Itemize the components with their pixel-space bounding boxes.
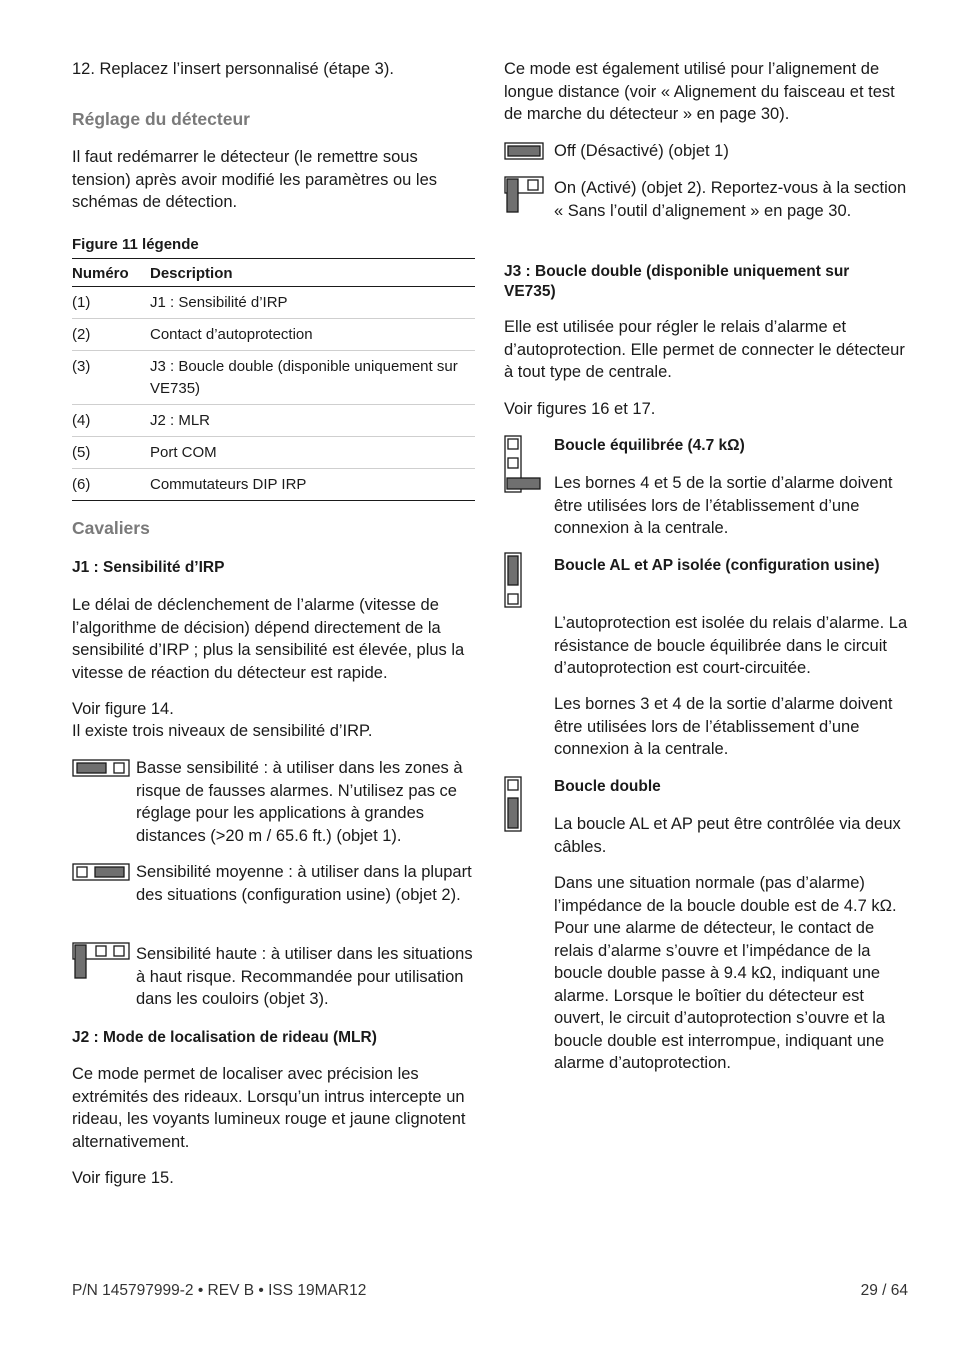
off-desactive: Off (Désactivé) (objet 1) [554,142,729,160]
row-description: Port COM [150,437,475,469]
jumper-isolated-loop-icon [504,552,522,608]
jumper-off-icon [504,142,544,160]
j1-heading: J1 : Sensibilité d’IRP [72,559,225,576]
footer-part-number: P/N 145797999-2 • REV B • ISS 19MAR12 [72,1282,367,1299]
reglage-text: Il faut redémarrer le détecteur (le remettre sous tension) après avoir modifié les paramètres ou les schémas de détection. [72,148,438,211]
table-row [72,437,475,469]
boucle-isolee-text-1: L’autoprotection est isolée du relais d’alarme. La résistance de boucle équilibrée dans le circuit d’autoprotection est court-circuitée. [554,614,908,677]
row-number: (2) [72,319,150,351]
on-active: On (Activé) (objet 2). Reportez-vous à la section « Sans l’outil d’alignement » en page 30. [554,179,907,220]
legend-table [72,258,475,501]
boucle-equilibree-heading: Boucle équilibrée (4.7 kΩ) [554,437,745,454]
row-number: (1) [72,287,150,319]
table-row [72,405,475,437]
voir-figures-16-17: Voir figures 16 et 17. [504,400,656,418]
basse-sensibilite: Basse sensibilité : à utiliser dans les zones à risque de fausses alarmes. N’utilisez pas ce réglage pour les applications à grandes distances (>20 m / 65.6 ft.) (objet 1). [136,759,463,845]
row-number: (5) [72,437,150,469]
row-description: J3 : Boucle double (disponible uniquement sur VE735) [150,351,475,405]
row-number: (4) [72,405,150,437]
row-description: J1 : Sensibilité d’IRP [150,287,475,319]
table-row [72,469,475,501]
step-12: 12. Replacez l’insert personnalisé (étape 3). [72,60,394,78]
j3-text: Elle est utilisée pour régler le relais d’alarme et d’autoprotection. Elle permet de connecter le détecteur à tout type de centrale. [504,318,905,381]
jumper-on-icon [504,176,544,214]
row-description: J2 : MLR [150,405,475,437]
boucle-double-heading: Boucle double [554,778,661,795]
boucle-equilibree-text: Les bornes 4 et 5 de la sortie d’alarme doivent être utilisées lors de l’établissement d’une connexion à la centrale. [554,474,893,537]
sensibilite-moyenne: Sensibilité moyenne : à utiliser dans la plupart des situations (configuration usine) (objet 2). [136,863,472,904]
table-row [72,351,475,405]
j2-heading: J2 : Mode de localisation de rideau (MLR) [72,1029,377,1046]
reglage-heading: Réglage du détecteur [72,109,250,129]
voir-figure-14: Voir figure 14. [72,700,174,718]
voir-figure-15: Voir figure 15. [72,1169,174,1187]
table-row [72,287,475,319]
j2-text: Ce mode permet de localiser avec précision les extrémités des rideaux. Lorsqu’un intrus intercepte un rideau, les voyants lumineux rouge et jaune clignotent alternativement. [72,1065,466,1151]
table-header-row [72,259,475,287]
jumper-medium-sensitivity-icon [72,863,130,881]
footer-page-number: 29 / 64 [860,1282,908,1299]
jumper-balanced-loop-icon [504,435,542,493]
table-row [72,319,475,351]
boucle-double-text-2: Dans une situation normale (pas d’alarme) l’impédance de la boucle double est de 4.7 kΩ. Pour une alarme de détecteur, le contact de relais d’alarme s’ouvre et l’impédance de la boucle double passe à 9.4 kΩ, indiquant une alarme. Lorsque le boîtier du détecteur est ouvert, le circuit d’autoprotection s’ouvre et la boucle double est interrompue, indiquant une alarme d’autoprotection. [554,874,897,1072]
sensibilite-haute: Sensibilité haute : à utiliser dans les situations à haut risque. Recommandée pour utilisation dans les couloirs (objet 3). [136,945,473,1008]
figure-caption: Figure 11 légende [72,236,199,253]
jumper-double-loop-icon [504,776,522,832]
trois-niveaux: Il existe trois niveaux de sensibilité d’IRP. [72,722,373,740]
row-number: (3) [72,351,150,405]
row-description: Commutateurs DIP IRP [150,469,475,501]
boucle-double-text-1: La boucle AL et AP peut être contrôlée via deux câbles. [554,815,901,856]
j3-heading: J3 : Boucle double (disponible uniquement sur VE735) [504,263,850,300]
alignement-text: Ce mode est également utilisé pour l’alignement de longue distance (voir « Alignement du faisceau et test de marche du détecteur » en page 30). [504,60,895,123]
jumper-low-sensitivity-icon [72,759,130,777]
row-description: Contact d’autoprotection [150,319,475,351]
boucle-isolee-text-2: Les bornes 3 et 4 de la sortie d’alarme doivent être utilisées lors de l’établissement d’une connexion à la centrale. [554,695,893,758]
column-header-description: Description [150,259,475,287]
column-header-numero: Numéro [72,259,150,287]
j1-text: Le délai de déclenchement de l’alarme (vitesse de l’algorithme de décision) dépend directement de la sensibilité d’IRP ; plus la sensibilité est élevée, plus la vitesse de réaction du détecteur est rapide. [72,596,465,682]
jumper-high-sensitivity-icon [72,942,130,980]
cavaliers-heading: Cavaliers [72,518,150,538]
boucle-isolee-heading: Boucle AL et AP isolée (configuration usine) [554,557,880,574]
row-number: (6) [72,469,150,501]
